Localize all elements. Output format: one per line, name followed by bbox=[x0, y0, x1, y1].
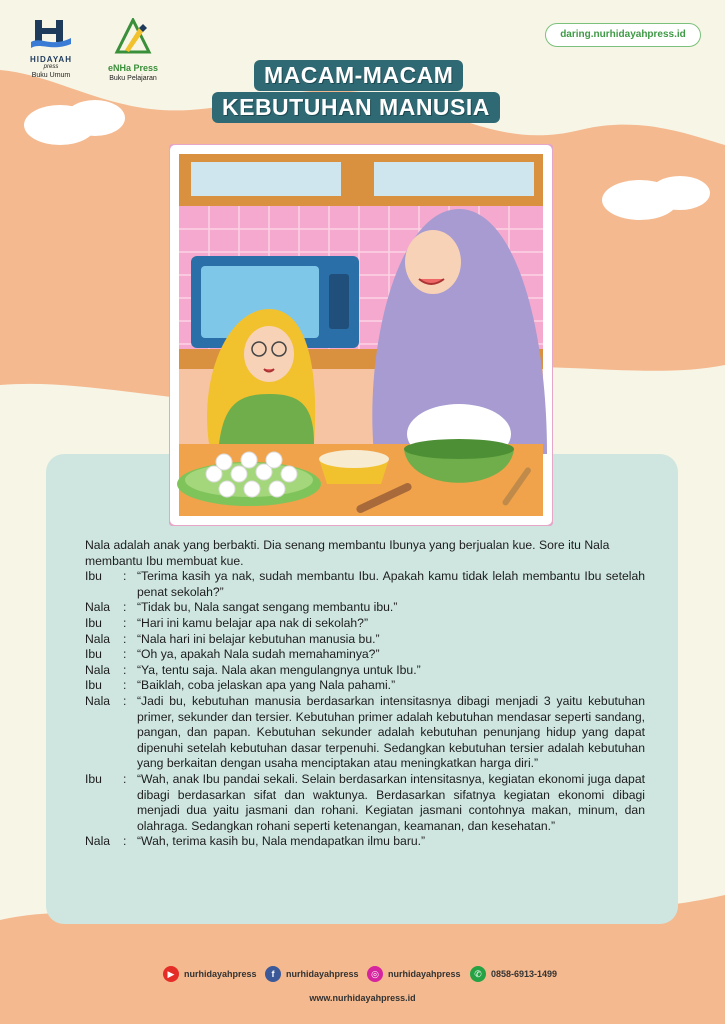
dialogue-colon: : bbox=[123, 631, 127, 646]
story-intro: Nala adalah anak yang berbakti. Dia senang membantu Ibunya yang berjualan kue. Sore itu Nala membantu Ibu membuat kue. bbox=[85, 538, 610, 568]
whatsapp-link[interactable] bbox=[470, 966, 557, 982]
whatsapp-icon: ✆ bbox=[470, 966, 486, 982]
dialogue-colon: : bbox=[123, 647, 127, 662]
dialogue-colon: : bbox=[123, 834, 127, 849]
dialogue-line bbox=[85, 678, 645, 694]
dialogue-colon: : bbox=[123, 569, 127, 584]
dialogue-speaker: Nala bbox=[85, 834, 111, 849]
dialogue-text: “Tidak bu, Nala sangat sengang membantu ibu.” bbox=[137, 600, 398, 615]
dialogue-speaker: Nala bbox=[85, 631, 111, 646]
dialogue-speaker: Ibu bbox=[85, 771, 102, 786]
dialogue-text: “Wah, anak Ibu pandai sekali. Selain berdasarkan intensitasnya, kegiatan ekonomi juga dapat dibagi berdasarkan sifat dan waktunya. Berdasarkan sifatnya kegiatan ekonomi dibagi menjadi dua yaitu jasmani dan rohani. Kegiatan jasmani contohnya makan, minum, dan olahraga. Sedangkan rohani seperti ketenangan, keamanan, dan kesehatan.” bbox=[137, 771, 645, 833]
dialogue-text: “Nala hari ini belajar kebutuhan manusia bu.” bbox=[137, 631, 380, 646]
instagram-label: nurhidayahpress bbox=[388, 969, 461, 979]
hidayah-logo-tagline: press bbox=[43, 64, 59, 70]
hidayah-logo-sub: Buku Umum bbox=[31, 72, 71, 79]
dialogue-colon: : bbox=[123, 600, 127, 615]
instagram-icon: ◎ bbox=[367, 966, 383, 982]
dialogue-colon: : bbox=[123, 771, 127, 786]
dialogue-line bbox=[85, 834, 645, 850]
dialogue-speaker: Nala bbox=[85, 662, 111, 677]
dialogue-line bbox=[85, 772, 645, 834]
youtube-link[interactable] bbox=[163, 966, 257, 982]
dialogue-speaker: Nala bbox=[85, 693, 111, 708]
youtube-icon: ▶ bbox=[163, 966, 179, 982]
footer-social-links bbox=[0, 966, 725, 986]
dialogue-line bbox=[85, 569, 645, 600]
whatsapp-label: 0858-6913-1499 bbox=[491, 969, 558, 979]
dialogue-speaker: Nala bbox=[85, 600, 111, 615]
dialogue-speaker: Ibu bbox=[85, 678, 102, 693]
dialogue-text: “Oh ya, apakah Nala sudah memahaminya?” bbox=[137, 647, 380, 662]
hidayah-logo-name: HIDAYAH bbox=[30, 55, 72, 64]
dialogue-text: “Terima kasih ya nak, sudah membantu Ibu. Apakah kamu tidak lelah membantu Ibu setelah penat sekolah?” bbox=[137, 569, 645, 599]
facebook-label: nurhidayahpress bbox=[286, 969, 359, 979]
dialogue-text: “Ya, tentu saja. Nala akan mengulangnya untuk Ibu.” bbox=[137, 662, 421, 677]
dialogue-speaker: Ibu bbox=[85, 647, 102, 662]
enha-logo-sub: Buku Pelajaran bbox=[109, 75, 157, 82]
facebook-icon: f bbox=[265, 966, 281, 982]
enha-logo-icon bbox=[113, 18, 153, 58]
dialogue-colon: : bbox=[123, 678, 127, 693]
dialogue-line bbox=[85, 616, 645, 632]
dialogue-text: “Baiklah, coba jelaskan apa yang Nala pahami.” bbox=[137, 678, 396, 693]
dialogue-text: “Jadi bu, kebutuhan manusia berdasarkan intensitasnya dibagi menjadi 3 yaitu kebutuhan primer, sekunder dan tersier. Kebutuhan primer adalah kebutuhan mendasar seperti sandang, pangan, dan papan. Kebutuhan sekunder adalah kebutuhan penunjang hidup yang dapat dipenuhi setelah kebutuhan dasar terpenuhi. Sedangkan kebutuhan tersier adalah kebutuhan yang berkaitan dengan usaha menciptakan atau meningkatkan harga diri.” bbox=[137, 693, 645, 771]
dialogue-colon: : bbox=[123, 693, 127, 708]
dialogue-colon: : bbox=[123, 615, 127, 630]
dialogue-line bbox=[85, 663, 645, 679]
kitchen-illustration bbox=[169, 144, 553, 526]
dialogue-line bbox=[85, 647, 645, 663]
story-text bbox=[85, 538, 645, 850]
instagram-link[interactable] bbox=[367, 966, 461, 982]
dialogue-text: “Wah, terima kasih bu, Nala mendapatkan ilmu baru.” bbox=[137, 834, 426, 849]
dialogue-speaker: Ibu bbox=[85, 615, 102, 630]
title-line-1: MACAM-MACAM bbox=[254, 60, 463, 91]
site-url-badge[interactable]: daring.nurhidayahpress.id bbox=[545, 23, 701, 47]
hidayah-logo-icon bbox=[29, 18, 73, 50]
website-url[interactable]: www.nurhidayahpress.id bbox=[309, 993, 416, 1003]
dialogue-line bbox=[85, 632, 645, 648]
enha-logo bbox=[104, 18, 162, 82]
youtube-label: nurhidayahpress bbox=[184, 969, 257, 979]
dialogue-colon: : bbox=[123, 662, 127, 677]
dialogue-line bbox=[85, 600, 645, 616]
hidayah-logo bbox=[22, 18, 80, 79]
dialogue-speaker: Ibu bbox=[85, 569, 102, 584]
facebook-link[interactable] bbox=[265, 966, 359, 982]
enha-logo-name: eNHa Press bbox=[107, 63, 159, 73]
dialogue-text: “Hari ini kamu belajar apa nak di sekolah?” bbox=[137, 615, 369, 630]
title-line-2: KEBUTUHAN MANUSIA bbox=[212, 92, 500, 123]
dialogue-list bbox=[85, 569, 645, 850]
dialogue-line bbox=[85, 694, 645, 772]
